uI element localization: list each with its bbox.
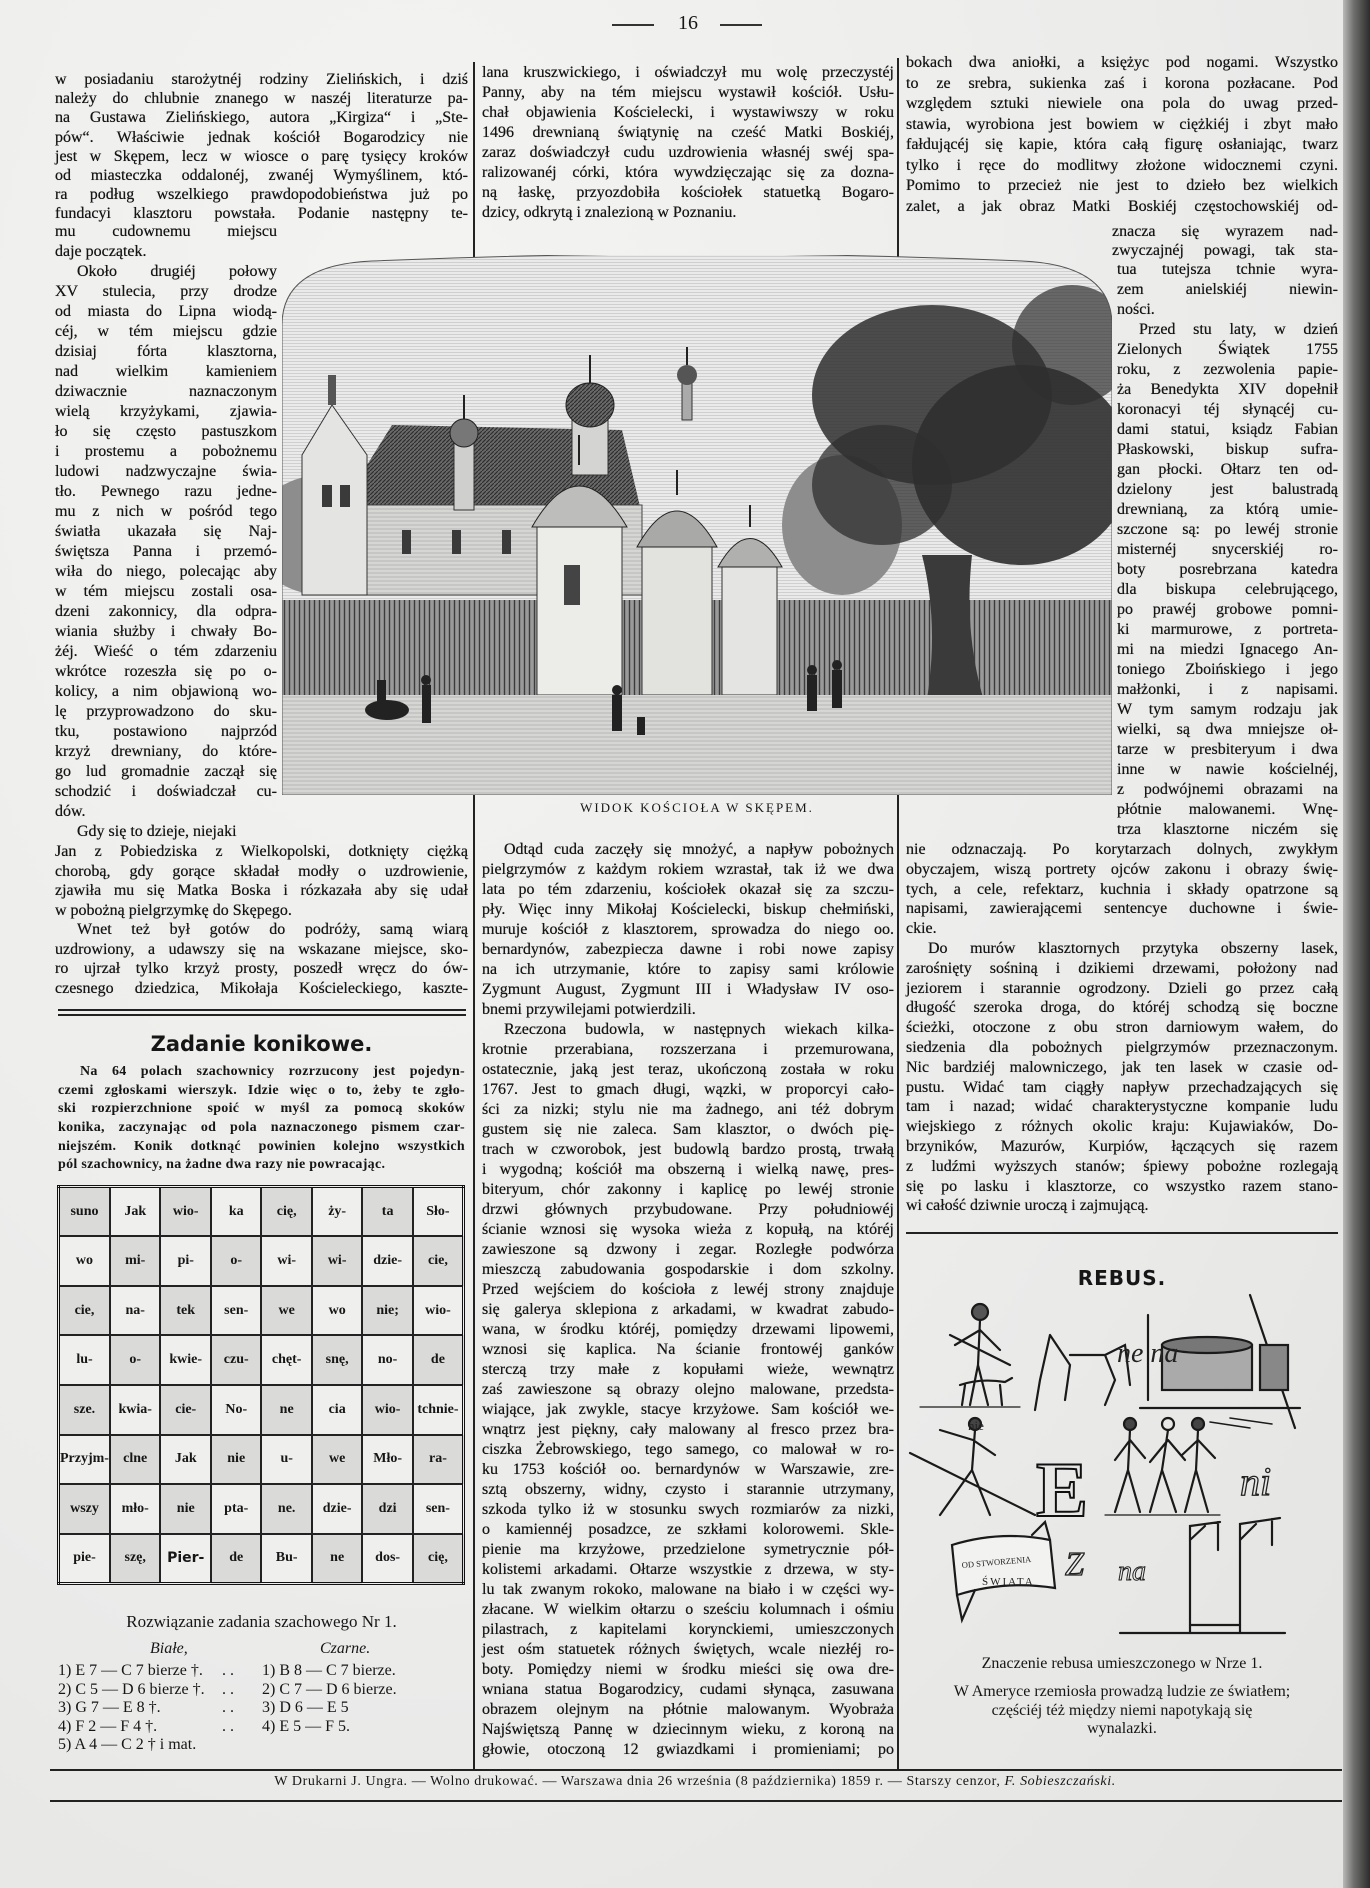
text-line: światła ukazała się Naj-: [55, 523, 277, 540]
text-line: znacza się wyrazem nad-: [1112, 223, 1338, 240]
text-line: tych, a cele, refektarz, kuchnia i składy opatrzone są: [906, 880, 1338, 898]
dot-leader: . .: [222, 1699, 234, 1716]
text-line: od miasta do Lipna wiodą-: [55, 303, 277, 320]
rebus-fragment-E: E: [1036, 1446, 1089, 1533]
text-line: Nic bardziéj malowniczego, jak ten lasek w czasie od-: [906, 1058, 1338, 1076]
text-line: mu z nich w pośród tego: [55, 503, 277, 520]
board-cell: de: [211, 1534, 261, 1584]
text-line: fałdującéj się kapie, która całą figurę osłaniając, twarz: [906, 136, 1338, 153]
move-leaders: [222, 1662, 234, 1736]
knight-tour-board: [57, 1185, 465, 1585]
text-line: boty. Pomiędzy niemi w środku mieści się owa dre-: [482, 1661, 894, 1678]
rebus-divider: [906, 1232, 1338, 1234]
section-divider-double: [58, 1014, 466, 1016]
text-line: Odtąd cuda zaczęły się mnożyć, a napływ pobożnych: [504, 841, 894, 858]
puzzle-intro-line: pól szachownicy, na żadne dwa razy nie powracając.: [58, 1157, 386, 1173]
puzzle-intro-line: Na 64 polach szachownicy rozrzucony jest pojedyn-: [80, 1064, 465, 1079]
text-line: dzielony jest balustradą: [1117, 481, 1338, 498]
text-line: Zygmunt August, Zygmunt III i Władysław IV oso-: [482, 981, 894, 998]
puzzle-title: Zadanie konikowe.: [150, 1032, 373, 1056]
text-line: gustem się nie zaleca. Sam klasztor, o dwóch pię-: [482, 1121, 894, 1138]
text-line: ku 1753 kościół oo. bernardynów w Warszawie, zre-: [482, 1461, 894, 1478]
article-right-narrow: [1117, 260, 1338, 840]
text-line: w tém miejscu zostali osa-: [55, 583, 277, 600]
text-line: w pobożną pielgrzymkę do Skępego.: [55, 901, 292, 919]
rebus-fragment-Z: Z: [1065, 1546, 1084, 1583]
text-line: ostatecznie, jaką jest teraz, ukończoną została w roku: [482, 1061, 894, 1078]
text-line: po prawéj grobowe pomni-: [1117, 601, 1338, 618]
board-cell: ra-: [413, 1435, 464, 1485]
article-right-bottom: [906, 840, 1338, 1216]
footer-rule-bottom: [50, 1800, 1342, 1802]
white-moves: [58, 1662, 205, 1755]
text-line: ścianie wznosi się wysoka wieża z kopułą, na któréj: [482, 1221, 894, 1238]
text-line: świętsza Panna i przemó-: [55, 543, 277, 560]
text-line: zjawiła mu się Matka Boska i rózkazała aby się udał: [55, 882, 468, 899]
dot-leader: . .: [222, 1662, 234, 1679]
text-line: siedzenia dla pobożnych pielgrzymów przeznaczonym.: [906, 1038, 1338, 1056]
text-line: bokach dwa aniołki, a księżyc pod nogami. Wszystko: [906, 54, 1338, 71]
text-line: tylko i ręce do modlitwy złożone widocznemi czyni.: [906, 156, 1338, 174]
text-line: dami statui, ksiądz Fabian: [1117, 421, 1338, 438]
text-line: się po lasku i klasztorze, co wszystko razem stano-: [906, 1177, 1338, 1195]
page-number-rule-right: [720, 24, 762, 26]
text-line: na ich utrzymanie, które to zapisy sami królowie: [482, 961, 894, 978]
text-line: dzicy, odkrytą i znalezioną w Poznaniu.: [482, 204, 737, 221]
board-cell: Sło-: [413, 1187, 464, 1237]
text-line: z podwójnemi obrazami na: [1117, 781, 1338, 798]
text-line: wielki, są dwa mniejsze oł-: [1117, 721, 1338, 738]
board-cell: cia: [312, 1385, 362, 1435]
text-line: nie odznaczają. Po korytarzach dolnych, zwykłym: [906, 841, 1338, 858]
text-line: ludowi nadzwyczajne świa-: [55, 463, 277, 480]
text-line: i prostemu a pobożnemu: [55, 443, 277, 460]
three-figures: [1105, 1418, 1220, 1515]
dot-leader: . .: [222, 1680, 234, 1698]
board-cell: snę,: [312, 1335, 362, 1385]
board-cell: clne: [110, 1435, 161, 1485]
text-line: dziwacznie naznaczonym: [55, 383, 277, 400]
rebus-answer-line: W Ameryce rzemiosła prowadzą ludzie ze światłem;: [953, 1683, 1291, 1700]
text-line: trach w czworobok, jest budowlą bardzo prostą, trwałą: [482, 1141, 894, 1158]
board-cell: wo: [59, 1236, 110, 1286]
board-row: [59, 1187, 464, 1237]
text-line: brzyników, Mazurów, Kurpiów, łączących się razem: [906, 1137, 1338, 1155]
text-line: długość szeroka droga, do któréj schodzą się boczne: [906, 999, 1338, 1017]
text-line: ża Benedykta XIV dopełnił: [1117, 381, 1338, 398]
text-line: lu tak zwanym rokoko, malowane na biało i w części wy-: [482, 1581, 894, 1598]
board-cell: de: [413, 1335, 464, 1385]
text-line: dla biskupa celebrującego,: [1117, 581, 1338, 598]
text-line: Jan z Pobiedziska z Wielkopolski, dotknięty ciężką: [55, 843, 468, 860]
text-line: nad wielkim kamieniem: [55, 363, 277, 380]
text-line: koronacyi téj słynącéj cu-: [1117, 401, 1338, 418]
text-line: ścieżki, otoczone z obu stron darniowym wałem, do: [906, 1019, 1338, 1037]
text-line: wiające, jak zwykle, stacye krzyżowe. Sam kościół we-: [482, 1401, 894, 1418]
text-line: pilastrach, z kapitelami korynckiemi, umieszczonych: [482, 1621, 894, 1638]
board-cell: wi-: [312, 1236, 362, 1286]
text-line: głowie, otoczoną 12 gwiazdkami i promieniami; po: [482, 1741, 894, 1758]
text-line: Rzeczona budowla, w następnych wiekach kilka-: [504, 1021, 894, 1038]
text-line: złacane. W wielkim ołtarzu o sześciu kolumnach i ośmiu: [482, 1601, 894, 1618]
walking-legs: [1035, 1335, 1130, 1410]
rebus-fragment-na: na: [1118, 1556, 1146, 1587]
rebus-picture: [900, 1290, 1340, 1640]
board-cell: dzi: [362, 1484, 412, 1534]
text-line: ki marmurowe, z portreta-: [1117, 621, 1338, 638]
white-label: Białe,: [150, 1640, 188, 1657]
text-line: dzisiaj fórta klasztorna,: [55, 343, 277, 360]
text-line: Przed stu laty, w dzień: [1139, 321, 1338, 338]
text-line: trza klasztorne niczém się: [1117, 821, 1338, 838]
rebus-fragment-ne-na: ne na: [1117, 1338, 1179, 1369]
text-line: sterczą trzy małe z kopułami wieże, wewnątrz: [482, 1361, 894, 1378]
rebus-fragment-nie: nie: [968, 1418, 984, 1433]
board-cell: nie: [211, 1435, 261, 1485]
hunter-with-dog: [920, 1304, 1020, 1407]
section-divider: [58, 1009, 466, 1011]
text-line: biteryum, chór zakonny i kaplicę po lewéj stronie: [482, 1181, 894, 1198]
text-line: Przed wejściem do kościoła z lewéj strony znajduje: [482, 1281, 894, 1298]
text-line: chorobą, gdy gorące składał modły o uzdrowienie,: [55, 862, 468, 880]
board-cell: sze.: [59, 1385, 110, 1435]
text-line: wniana statua Bogarodzicy, cudami słynąca, zasuwana: [482, 1681, 894, 1698]
banner-scroll: [952, 1522, 1055, 1620]
text-line: lana kruszwickiego, i oświadczył mu wolę przeczystéj: [482, 64, 894, 81]
text-line: obrazem olejnym na płótnie malowanym. Wyobraża: [482, 1701, 894, 1718]
article-left-bottom: [55, 842, 468, 998]
text-line: gan płocki. Ołtarz ten od-: [1117, 461, 1338, 478]
imprint-footer: [50, 1774, 1340, 1790]
text-line: pustu. Widać tam ciągły napływ przechadzających się: [906, 1078, 1338, 1096]
text-line: go lud gromadnie zaczął się: [55, 763, 277, 780]
white-move: 5) A 4 — C 2 † i mat.: [58, 1736, 197, 1753]
board-cell: kwia-: [110, 1385, 161, 1435]
text-line: Gdy się to dzieje, niejaki: [77, 823, 237, 840]
text-line: boty posrebrzana katedra: [1117, 561, 1338, 578]
text-line: względem sztuki niewiele ona pola do uwag przed-: [906, 95, 1338, 112]
image-caption: WIDOK KOŚCIOŁA W SKĘPEM.: [580, 800, 814, 815]
text-line: pienie ma krzyżowe, przedzielone symetrycznie pół-: [482, 1541, 894, 1558]
board-row: [59, 1236, 464, 1286]
board-cell: o-: [211, 1236, 261, 1286]
text-line: Do murów klasztornych przytyka obszerny lasek,: [928, 939, 1338, 957]
page-number: 16: [678, 12, 698, 34]
board-cell: we: [261, 1286, 311, 1336]
text-line: jest ośm statuetek różnych świętych, wcale niezłéj ro-: [482, 1641, 894, 1658]
text-line: wana, w środku któréj, pomiędzy drzewami lipowemi,: [482, 1321, 894, 1338]
board-cell: pie-: [59, 1534, 110, 1584]
board-cell: szę,: [110, 1534, 161, 1584]
board-cell: lu-: [59, 1335, 110, 1385]
text-line: dów.: [55, 803, 86, 820]
board-cell: Jak: [110, 1187, 161, 1237]
text-line: wznosi się kaplica. Na ścianie frontowéj ganków: [482, 1341, 894, 1358]
rebus-banner-top: OD STWORZENIA: [961, 1553, 1032, 1570]
text-line: Najświętszą Pannę w dziecinnym wieku, z koroną na: [482, 1721, 894, 1738]
text-line: obyczajem, wiszą portrety ojców zakonu i obrazy świę-: [906, 860, 1338, 878]
puzzle-intro-line: konika, zaczynając od pola naznaczonego pismem czar-: [58, 1120, 465, 1136]
text-line: bernardynów, zabezpiecza dawne i robi nowe zapisy: [482, 941, 894, 958]
text-line: kolistemi arkadami. Ołtarze wszystkie z drzewa, w sty-: [482, 1561, 894, 1578]
text-line: mu cudownemu miejscu: [55, 223, 277, 240]
article-middle-top: [482, 63, 894, 223]
article-right-indent: [1112, 223, 1338, 260]
text-line: W tym samym rodzaju jak: [1117, 701, 1338, 718]
board-row: [59, 1385, 464, 1435]
rebus-answer-title: Znaczenie rebusa umieszczonego w Nrze 1.: [981, 1655, 1263, 1672]
text-line: inne w nawie kościelnéj,: [1117, 761, 1338, 778]
board-cell: suno: [59, 1187, 110, 1237]
text-line: zaraz doświadczył cudu uzdrowienia własnéj swéj spa-: [482, 144, 894, 161]
text-line: ra podług wszelkiego prawdopodobieństwa już po: [55, 186, 468, 204]
text-line: pły. Więc inny Mikołaj Kościelecki, biskup chełmiński,: [482, 901, 894, 918]
text-line: ności.: [1117, 301, 1155, 318]
text-line: Około drugiéj połowy: [77, 263, 277, 280]
board-cell: pi-: [160, 1236, 211, 1286]
board-cell: na-: [110, 1286, 161, 1336]
text-line: tło. Pewnego razu jedne-: [55, 483, 277, 500]
text-line: wiła do niego, polecając aby: [55, 563, 277, 580]
text-line: mieszczą zabudowania gospodarskie i dom szkolny.: [482, 1261, 894, 1278]
solution-title: Rozwiązanie zadania szachowego Nr 1.: [126, 1612, 397, 1631]
text-line: żéj. Wieść o tém zdarzeniu: [55, 643, 277, 660]
text-line: Zielonych Świątek 1755: [1117, 341, 1338, 358]
board-cell: ży-: [312, 1187, 362, 1237]
text-line: szkoda tylko iż w stosunku swych rozmiarów za nizki,: [482, 1501, 894, 1518]
black-move: 4) E 5 — F 5.: [262, 1717, 350, 1735]
board-cell: ka: [211, 1187, 261, 1237]
text-line: schodzić i doświadczał cu-: [55, 783, 277, 800]
board-row: [59, 1335, 464, 1385]
text-line: jest w Skępem, lecz w wiosce o parę tysięcy kroków: [55, 147, 468, 165]
text-line: wkrótce rozeszła się po o-: [55, 663, 277, 680]
text-line: sztą obszerny, widny, czysto i starannie utrzymany,: [482, 1481, 894, 1498]
text-line: zem anielskiéj niewin-: [1117, 281, 1338, 298]
board-cell: u-: [261, 1435, 311, 1485]
text-line: ło się często pastuszkom: [55, 423, 277, 440]
text-line: lata po tém zdarzeniu, kościołek okazał się za szczu-: [482, 881, 894, 898]
text-line: zwyczajnéj powagi, tak sta-: [1112, 241, 1338, 259]
binding-edge: [1343, 0, 1370, 1888]
text-line: mi na miedzi Ignacego An-: [1117, 641, 1338, 658]
text-line: napisami, zawierającemi sentencye duchowne i świe-: [906, 900, 1338, 918]
board-row: [59, 1286, 464, 1336]
board-cell: cie,: [413, 1236, 464, 1286]
text-line: daje początek.: [55, 243, 147, 260]
text-line: lę przyprowadzono do sku-: [55, 703, 277, 720]
board-cell: wio-: [413, 1286, 464, 1336]
text-line: jeziorem i starannie ogrodzony. Dzieli go przez całą: [906, 979, 1338, 997]
text-line: wiania służby i chwały Bo-: [55, 623, 277, 640]
board-cell: sen-: [211, 1286, 261, 1336]
text-line: wnątrz jest piękny, cały malowany al fresco przez bra-: [482, 1421, 894, 1438]
black-move: 3) D 6 — E 5: [262, 1699, 349, 1716]
text-line: bnemi przywilejami potwierdzili.: [482, 1001, 696, 1018]
text-line: misternéj snycerskiéj ro-: [1117, 541, 1338, 558]
white-move: 3) G 7 — E 8 †.: [58, 1699, 161, 1716]
white-move: 2) C 5 — D 6 bierze †.: [58, 1680, 205, 1698]
board-cell: ta: [362, 1187, 412, 1237]
board-row: [59, 1435, 464, 1485]
puzzle-intro-line: niejszém. Konik dotknąć powinien kolejno wszystkich: [58, 1138, 465, 1154]
censor-name: F. Sobieszczański.: [1004, 1774, 1116, 1789]
board-cell: o-: [110, 1335, 161, 1385]
text-line: wiejskiego z różnych okolic kraju: Kujawiaków, Do-: [906, 1118, 1338, 1136]
text-line: się galerya sklepiona z arkadami, w kwadrat zabudo-: [482, 1301, 894, 1318]
text-line: roku, z zezwolenia papie-: [1117, 361, 1338, 378]
board-cell: Przyjm-: [59, 1435, 110, 1485]
board-cell: tchnie-: [413, 1385, 464, 1435]
text-line: ckie.: [906, 920, 937, 938]
text-line: tam i nazad; widać charakterystyczne kompanie ludu: [906, 1098, 1338, 1116]
board-cell: wio-: [362, 1385, 412, 1435]
text-line: tarze w presbiteryum i dwa: [1117, 741, 1338, 758]
board-cell: wio-: [160, 1187, 211, 1237]
article-middle-bottom: [482, 840, 894, 1760]
text-line: muruje kościół z klasztorem, sprowadza do niego oo.: [482, 921, 894, 938]
text-line: pów“. Właściwie jednak kościół Bogarodzicy nie: [55, 128, 468, 146]
text-line: małżonki, i z napisami.: [1117, 681, 1338, 698]
puzzle-intro-line: ski rozpierzchnione spoić w myśl za pomocą skoków: [58, 1101, 465, 1117]
text-line: pielgrzymów z każdym rokiem wzrastał, tak iż we dwa: [482, 861, 894, 878]
text-line: szczone są: po lewéj stronie: [1117, 521, 1338, 538]
text-line: ną łaskę, przyozdobiła kościołek statuetką Bogaro-: [482, 184, 894, 201]
board-cell: no-: [362, 1335, 412, 1385]
board-cell: No-: [211, 1385, 261, 1435]
white-move: 4) F 2 — F 4 †.: [58, 1717, 158, 1735]
board-cell: czu-: [211, 1335, 261, 1385]
text-line: kolicy, a nim objawioną wo-: [55, 683, 277, 700]
text-line: toniego Zboińskiego i jego: [1117, 661, 1338, 678]
text-line: to ze srebra, sukienka zaś i korona pozłacane. Pod: [906, 74, 1338, 92]
rebus-answer-line: częściéj téż między niemi napotykają się: [991, 1702, 1253, 1719]
text-line: zawieszone są dzwony i zegar. Rozległe podwórza: [482, 1241, 894, 1258]
text-line: tku, postawiono najprzód: [55, 723, 277, 740]
board-cell: dzie-: [362, 1236, 412, 1286]
board-cell: wszy: [59, 1484, 110, 1534]
text-line: drzwi głównych przybudowane. Przy południowéj: [482, 1201, 894, 1218]
puzzle-intro-line: czemi zgłoskami wierszyk. Idzie więc o to, żeby te zgło-: [58, 1082, 465, 1098]
text-line: zarośnięty sośniną i dzikiemi drzewami, położony nad: [906, 959, 1338, 977]
board-cell: kwie-: [160, 1335, 211, 1385]
board-cell: Bu-: [261, 1534, 311, 1584]
dot-leader: . .: [222, 1717, 234, 1735]
text-line: Panny, aby na tém miejscu wystawił kościół. Usłu-: [482, 84, 894, 101]
text-line: 1496 drewnianą świątynię na cześć Matki Boskiéj,: [482, 124, 894, 141]
text-line: ralizowanéj córki, która wywdzięczając się za dozna-: [482, 164, 894, 181]
text-line: ści za nizki; stylu nie ma żadnego, ani téż dobrym: [482, 1101, 894, 1118]
rebus-fragment-ni: ni: [1240, 1459, 1272, 1504]
text-line: 1767. Jest to gmach długi, wązki, w proporcyi cało-: [482, 1081, 894, 1098]
board-cell: ne: [261, 1385, 311, 1435]
text-line: krotnie przerabiana, rozszerzana i przemurowana,: [482, 1041, 894, 1058]
text-line: Płaskowski, biskup sufra-: [1117, 441, 1338, 458]
board-start-cell: Pier-: [160, 1534, 211, 1584]
text-line: stawia, wyrobiona jest bowiem w ciężkiéj i zbyt mało: [906, 115, 1338, 133]
text-line: z ludźmi wyższych stanów; śpiewy pobożne rozlegają: [906, 1157, 1338, 1175]
text-line: krzyż drewniany, do które-: [55, 743, 277, 760]
board-row: [59, 1484, 464, 1534]
board-row: [59, 1534, 464, 1584]
text-line: wielą krzyżykami, zjawia-: [55, 403, 277, 420]
text-line: ciszka Żebrowskiego, tego samego, co malował w ro-: [482, 1441, 894, 1458]
black-move: 1) B 8 — C 7 bierze.: [262, 1662, 396, 1679]
text-line: fundacyi klasztoru powstała. Podanie następny te-: [55, 205, 468, 223]
rebus-title: REBUS.: [1077, 1266, 1167, 1290]
board-cell: sen-: [413, 1484, 464, 1534]
text-line: Pomimo to przecież nie jest to dzieło bez wielkich: [906, 177, 1338, 194]
text-line: tua tutejsza tchnie wyra-: [1117, 261, 1338, 278]
board-cell: Mło-: [362, 1435, 412, 1485]
board-cell: we: [312, 1435, 362, 1485]
text-line: w posiadaniu starożytnéj rodziny Zielińskich, i dziś: [55, 71, 468, 88]
rebus-banner-bottom: ŚWIATA: [982, 1576, 1035, 1588]
board-cell: chęt-: [261, 1335, 311, 1385]
text-line: chał objawienia Kościelecki, i wystawiwszy w roku: [482, 104, 894, 121]
text-line: na Gustawa Zielińskiego, autora „Kirgiza“ i „Ste-: [55, 109, 468, 127]
board-cell: Jak: [160, 1435, 211, 1485]
text-line: wi całość dziwnie uroczą i zajmującą.: [906, 1197, 1149, 1215]
text-line: céj, w tém miejscu gdzie: [55, 323, 277, 340]
board-cell: tek: [160, 1286, 211, 1336]
board-cell: cię,: [261, 1187, 311, 1237]
rebus-answer-line: wynalazki.: [1087, 1720, 1157, 1737]
text-line: zaś zawieszone są obrazy olejno malowane, przedsta-: [482, 1381, 894, 1398]
white-move: 1) E 7 — C 7 bierze †.: [58, 1662, 203, 1679]
board-cell: cie-: [160, 1385, 211, 1435]
text-line: zalet, a jak obraz Matki Boskiéj częstochowskiéj od-: [906, 197, 1338, 215]
board-cell: nie;: [362, 1286, 412, 1336]
board-cell: nie: [160, 1484, 211, 1534]
board-cell: mi-: [110, 1236, 161, 1286]
board-cell: cię,: [413, 1534, 464, 1584]
text-line: od miasteczka oddalonéj, zwanéj Wymyślinem, któ-: [55, 166, 468, 184]
board-cell: cie,: [59, 1286, 110, 1336]
text-line: dzeni zakonnicy, dla odpra-: [55, 603, 277, 620]
text-line: o kamiennéj posadzce, ze szkłami kolorowemi. Skle-: [482, 1521, 894, 1538]
board-cell: pta-: [211, 1484, 261, 1534]
black-label: Czarne.: [320, 1640, 371, 1657]
black-move: 2) C 7 — D 6 bierze.: [262, 1680, 397, 1698]
church-engraving: [282, 255, 1112, 795]
text-line: i wygodną; kościół ma obszerną i wielką nawę, pres-: [482, 1161, 894, 1178]
board-cell: ne: [312, 1534, 362, 1584]
board-cell: dos-: [362, 1534, 412, 1584]
article-left-top: [55, 70, 468, 224]
board-cell: dzie-: [312, 1484, 362, 1534]
board-cell: wi-: [261, 1236, 311, 1286]
text-line: czesnego dziedzica, Mikołaja Kościeleckiego, kaszte-: [55, 979, 468, 997]
text-line: uzdrowiony, a udawszy się na wskazane miejsce, sko-: [55, 940, 468, 958]
text-line: ro ujrzał tylko krzyż prosty, poszedł wręcz do ów-: [55, 960, 468, 977]
black-moves: [262, 1662, 397, 1736]
article-left-narrow: [55, 222, 277, 842]
board-cell: wo: [312, 1286, 362, 1336]
text-line: należy do chlubnie znanego w naszéj literaturze pa-: [55, 90, 468, 108]
puzzle-intro: [58, 1063, 465, 1175]
text-line: drewnianą, za którą umie-: [1117, 501, 1338, 518]
imprint-text: W Drukarni J. Ungra. — Wolno drukować. — Warszawa dnia 26 września (8 października) 1859 r. — Starszy cenzor,: [274, 1774, 1005, 1789]
footer-rule-top: [50, 1769, 1342, 1771]
board-cell: mło-: [110, 1484, 161, 1534]
text-line: Wnet też był gotów do podróży, samą wiarą: [77, 921, 468, 938]
article-right-top: [906, 53, 1338, 217]
text-line: płótnie malowanemi. Wnę-: [1117, 801, 1338, 818]
board-cell: ne.: [261, 1484, 311, 1534]
text-line: XV stulecia, przy drodze: [55, 283, 277, 300]
